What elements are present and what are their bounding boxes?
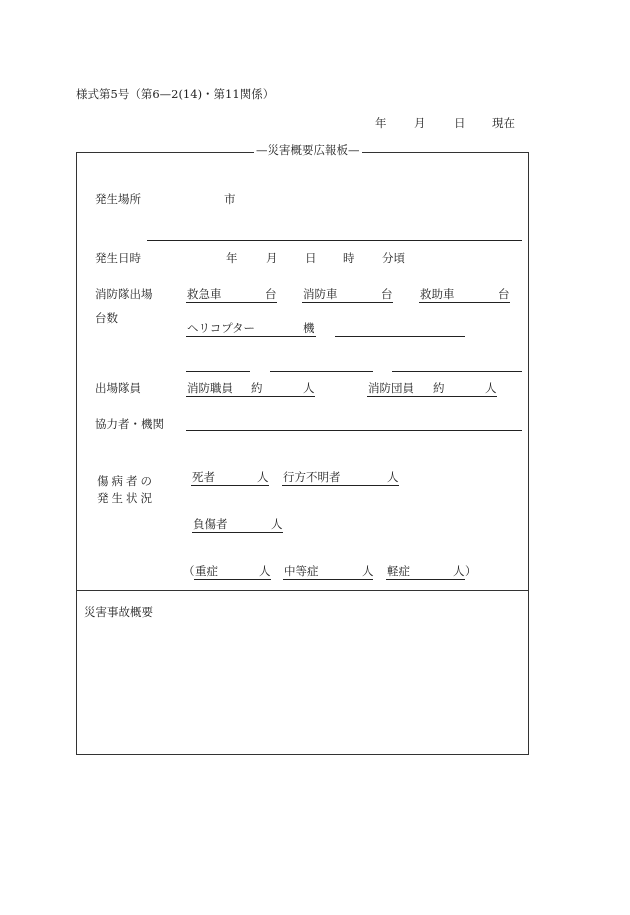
date-month-label: 月 — [414, 116, 426, 130]
moderate-line[interactable] — [283, 579, 373, 580]
units-label-line1: 消防隊出場 — [95, 287, 153, 301]
extra-unit-line-2[interactable] — [186, 371, 250, 372]
severe-line[interactable] — [194, 579, 271, 580]
extra-unit-line-4[interactable] — [392, 371, 522, 372]
injured-unit: 人 — [271, 517, 283, 531]
volunteers-line[interactable] — [367, 396, 497, 397]
staff-approx: 約 — [251, 381, 263, 395]
severe-unit: 人 — [259, 564, 271, 578]
ambulance-line[interactable] — [186, 302, 277, 303]
fire-engine-unit: 台 — [381, 287, 393, 301]
mild-label: 軽症 — [387, 564, 410, 578]
datetime-day: 日 — [305, 251, 317, 265]
summary-label: 災害事故概要 — [84, 605, 153, 619]
staff-line[interactable] — [186, 396, 315, 397]
date-year-label: 年 — [375, 116, 387, 130]
rescue-line[interactable] — [419, 302, 510, 303]
datetime-year: 年 — [226, 251, 238, 265]
summary-area[interactable] — [80, 625, 525, 750]
missing-line[interactable] — [282, 485, 399, 486]
place-label: 発生場所 — [95, 192, 141, 206]
volunteers-label: 消防団員 — [368, 381, 414, 395]
casualties-label-line1: 傷病者の — [97, 474, 155, 488]
dead-label: 死者 — [192, 470, 215, 484]
staff-unit: 人 — [303, 381, 315, 395]
volunteers-unit: 人 — [485, 381, 497, 395]
units-label-line2: 台数 — [95, 311, 118, 325]
helicopter-unit: 機 — [303, 321, 315, 335]
moderate-label: 中等症 — [284, 564, 319, 578]
open-paren: （ — [183, 564, 195, 578]
summary-divider — [76, 590, 529, 591]
box-title: —災害概要広報板— — [256, 143, 360, 157]
casualties-label-line2: 発生状況 — [97, 491, 155, 505]
extra-unit-line-1[interactable] — [335, 336, 465, 337]
ambulance-unit: 台 — [265, 287, 277, 301]
date-day-label: 日 — [454, 116, 466, 130]
missing-unit: 人 — [387, 470, 399, 484]
form-number: 様式第5号（第6—2(14)・第11関係） — [76, 87, 275, 101]
fire-engine-line[interactable] — [302, 302, 393, 303]
close-paren: ） — [465, 564, 477, 578]
volunteers-approx: 約 — [433, 381, 445, 395]
severe-label: 重症 — [195, 564, 218, 578]
cooperators-label: 協力者・機関 — [95, 417, 164, 431]
datetime-label: 発生日時 — [95, 251, 141, 265]
moderate-unit: 人 — [362, 564, 374, 578]
place-line[interactable] — [147, 240, 522, 241]
injured-line[interactable] — [192, 532, 283, 533]
mild-unit: 人 — [453, 564, 465, 578]
place-city: 市 — [224, 192, 236, 206]
fire-engine-label: 消防車 — [303, 287, 338, 301]
dead-line[interactable] — [191, 485, 269, 486]
rescue-label: 救助車 — [420, 287, 455, 301]
datetime-hour: 時 — [343, 251, 355, 265]
date-current-label: 現在 — [492, 116, 515, 130]
staff-label: 消防職員 — [187, 381, 233, 395]
ambulance-label: 救急車 — [187, 287, 222, 301]
helicopter-label: ヘリコプター — [187, 321, 255, 335]
dead-unit: 人 — [257, 470, 269, 484]
mild-line[interactable] — [386, 579, 465, 580]
helicopter-line[interactable] — [186, 336, 316, 337]
injured-label: 負傷者 — [193, 517, 228, 531]
rescue-unit: 台 — [498, 287, 510, 301]
missing-label: 行方不明者 — [283, 470, 341, 484]
personnel-label: 出場隊員 — [95, 381, 141, 395]
extra-unit-line-3[interactable] — [270, 371, 373, 372]
cooperators-line[interactable] — [186, 430, 522, 431]
datetime-minute: 分頃 — [382, 251, 405, 265]
datetime-month: 月 — [266, 251, 278, 265]
